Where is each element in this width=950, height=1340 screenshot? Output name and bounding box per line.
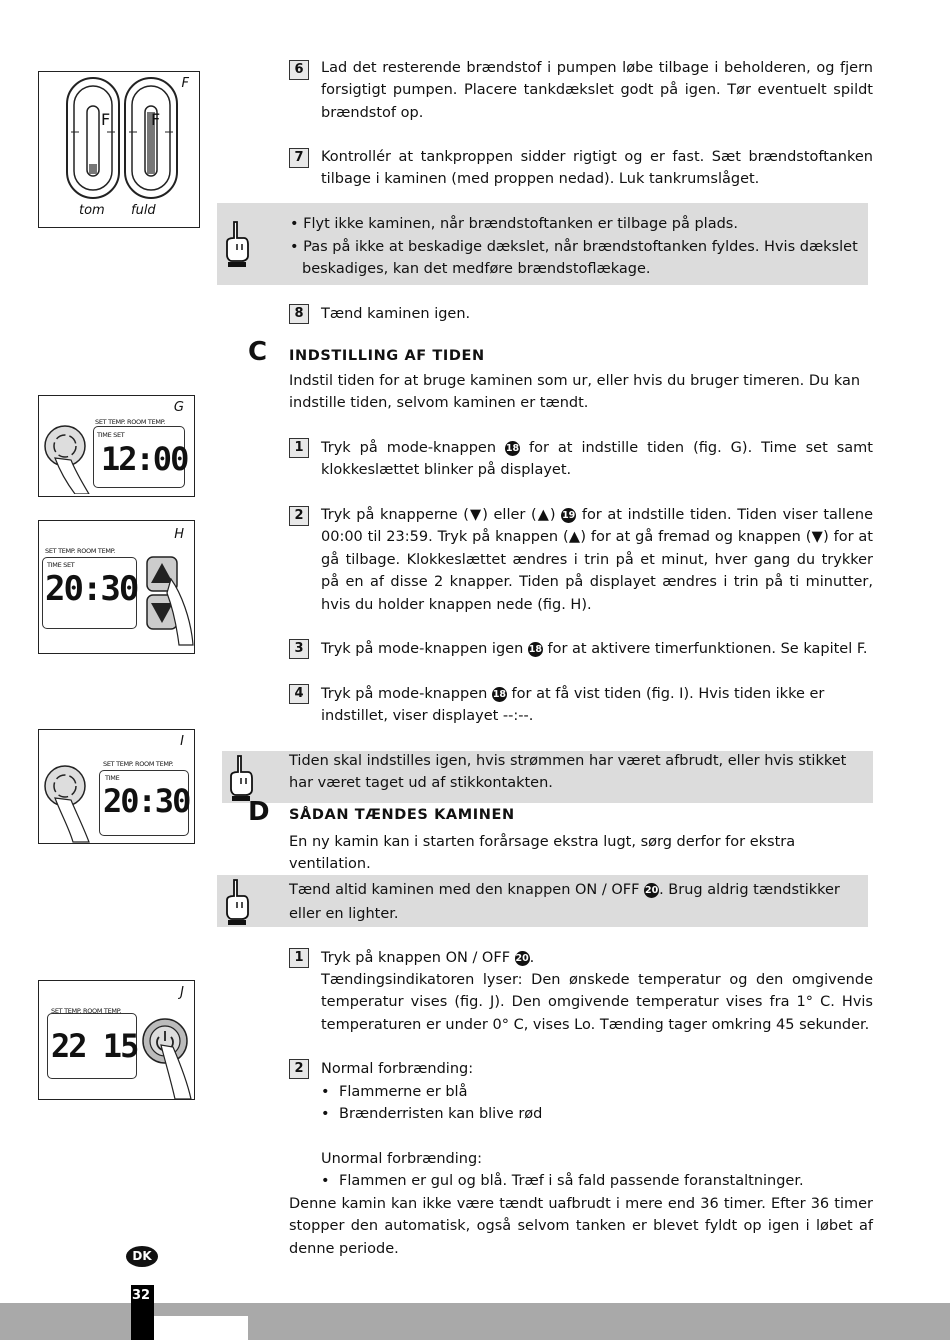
lcd-header: SET TEMP. ROOM TEMP.: [95, 418, 166, 426]
closing-paragraph: Denne kamin kan ikke være tændt uafbrudt i mere end 36 timer. Efter 36 timer stopper den automatisk, også selvom tanken er blevet fyldt op igen i løbet af denne periode.: [289, 1196, 873, 1257]
section-intro: Indstil tiden for at bruge kaminen som ur, eller hvis du bruger timeren. Du kan indstille tiden, selvom kaminen er tændt.: [289, 373, 861, 412]
pointing-hand-icon: [224, 218, 252, 268]
figure-letter: I: [180, 734, 184, 749]
figure-i: [38, 729, 195, 844]
step-text-part: Tryk på knapperne (▼) eller (▲): [321, 507, 562, 523]
up-down-buttons-icon: [143, 549, 195, 649]
normal-heading: Normal forbrænding:: [321, 1061, 474, 1077]
step-text: [321, 638, 873, 660]
step-number: 6: [289, 60, 309, 80]
step-text: [321, 947, 534, 969]
step-text: Kontrollér at tankproppen sidder rigtigt og er fast. Sæt brændstoftanken tilbage i kaminen (med proppen nedad). Luk tankrumslåget.: [321, 149, 873, 188]
section-letter: C: [248, 337, 268, 367]
abnormal-heading: Unormal forbrænding:: [321, 1151, 483, 1167]
reference-badge: 18: [492, 689, 507, 700]
bullet-dot: •: [321, 1084, 330, 1100]
gauge-label-empty: tom: [79, 203, 105, 218]
lcd-header: SET TEMP. ROOM TEMP.: [103, 760, 174, 768]
figure-f: [38, 71, 200, 228]
lcd-temp: 22 15: [51, 1027, 138, 1065]
bullet-text: Flammerne er blå: [339, 1084, 468, 1100]
gauge-mark-full: F: [151, 110, 160, 129]
figure-g: [38, 395, 195, 497]
mode-button-icon: [41, 414, 91, 494]
section-intro: En ny kamin kan i starten forårsage ekstra lugt, sørg derfor for ekstra ventilation.: [289, 834, 796, 873]
step-number: 2: [289, 506, 309, 526]
step-text-part: for at indstille tiden. Tiden viser tallene 00:00 til 23:59. Tryk på knappen (▲) for at gå fremad og knappen (▼) for at gå tilbage. Klokkeslættet ændres i trin på et minut, hver gang du trykker på en af disse 2 knapper. Tiden på displayet ændres i trin på ti minutter, hvis du holder knappen nede (fig. H).: [321, 507, 873, 613]
reference-badge: 19: [562, 510, 576, 521]
step-text-part: .: [529, 950, 535, 966]
page-number-tab: [131, 1285, 154, 1340]
step-text: Tænd kaminen igen.: [321, 306, 471, 322]
step-text-part: for at indstille tiden (fig. G). Time set samt klokkeslættet blinker på displayet.: [321, 440, 873, 479]
mode-button-icon: [41, 754, 93, 844]
lcd-time: 20:30: [45, 569, 138, 609]
note-bullet-continued: beskadiges, kan det medføre brændstoflækage.: [302, 261, 651, 277]
lcd-header: SET TEMP. ROOM TEMP.: [51, 1007, 122, 1015]
note-bullet: • Flyt ikke kaminen, når brændstoftanken er tilbage på plads.: [290, 216, 738, 232]
bullet-dot: •: [321, 1106, 330, 1122]
gauge-label-full: fuld: [131, 203, 156, 218]
step-text: [321, 504, 873, 616]
step-number: 7: [289, 148, 309, 168]
figure-letter: G: [173, 400, 184, 415]
note-text-part: . Brug aldrig tændstikker eller en lighter.: [289, 882, 840, 922]
step-text-part: Tryk på knappen ON / OFF: [321, 950, 515, 966]
step-text: Lad det resterende brændstof i pumpen løbe tilbage i beholderen, og fjern forsigtigt pumpen. Placere tankdækslet godt på igen. Tør eventuelt spildt brændstof op.: [321, 60, 873, 121]
step-text: Tændingsindikatoren lyser: Den ønskede temperatur og den omgivende temperatur vises (fig. J). Den omgivende temperatur vises fra 1° C. Hvis temperaturen er under 0° C, vises Lo. Tænding tager omkring 45 sekunder.: [321, 972, 873, 1033]
section-title: SÅDAN TÆNDES KAMINEN: [289, 807, 515, 823]
step-text-part: Tryk på mode-knappen: [321, 686, 492, 702]
note-bullet: • Pas på ikke at beskadige dækslet, når brændstoftanken fyldes. Hvis dækslet: [290, 239, 858, 255]
figure-j: [38, 980, 195, 1100]
step-text: [321, 683, 873, 728]
step-number: 1: [289, 438, 309, 458]
lcd-sub: TIME SET: [97, 431, 125, 439]
section-title: INDSTILLING AF TIDEN: [289, 348, 485, 364]
note-text-part: Tænd altid kaminen med den knappen ON / OFF: [289, 882, 645, 898]
note-text: [289, 878, 859, 926]
reference-badge: 20: [644, 885, 659, 896]
pointing-hand-icon: [228, 752, 256, 802]
step-text-part: Tryk på mode-knappen: [321, 440, 506, 456]
reference-badge: 18: [505, 443, 520, 454]
step-text-part: for at aktivere timerfunktionen. Se kapitel F.: [542, 641, 868, 657]
figure-letter: J: [180, 985, 184, 1000]
lcd-time: 12:00: [101, 440, 188, 478]
language-code: DK: [132, 1249, 152, 1263]
power-button-icon: [141, 1001, 193, 1101]
language-badge: [126, 1246, 158, 1267]
step-number: 8: [289, 304, 309, 324]
bullet-text: Brænderristen kan blive rød: [339, 1106, 543, 1122]
figure-letter: F: [181, 76, 189, 91]
section-letter: D: [248, 797, 270, 827]
step-number: 1: [289, 948, 309, 968]
bullet-dot: •: [321, 1173, 330, 1189]
reference-badge: 20: [515, 953, 529, 964]
figure-h: [38, 520, 195, 654]
figure-letter: H: [174, 527, 184, 542]
note-text: Tiden skal indstilles igen, hvis strømmen har været afbrudt, eller hvis stikket har været taget ud af stikkontakten.: [289, 753, 847, 792]
pointing-hand-icon: [224, 876, 252, 926]
page-number: 32: [132, 1288, 151, 1303]
lcd-sub: TIME: [105, 774, 120, 782]
lcd-header: SET TEMP. ROOM TEMP.: [45, 547, 116, 555]
step-number: 2: [289, 1059, 309, 1079]
step-number: 4: [289, 684, 309, 704]
step-text-part: Tryk på mode-knappen igen: [321, 641, 528, 657]
bullet-text: Flammen er gul og blå. Træf i så fald passende foranstaltninger.: [339, 1173, 804, 1189]
fuel-gauge-illustration: [61, 76, 191, 201]
footer-white-strip: [154, 1316, 248, 1340]
lcd-time: 20:30: [103, 782, 190, 820]
reference-badge: 18: [528, 644, 542, 655]
lcd-sub: TIME SET: [47, 561, 75, 569]
gauge-mark-empty: F: [101, 110, 110, 129]
step-text-part: for at få vist tiden (fig. I). Hvis tiden ikke er indstillet, viser displayet --:--.: [321, 686, 825, 725]
step-number: 3: [289, 639, 309, 659]
step-text: [321, 437, 873, 482]
